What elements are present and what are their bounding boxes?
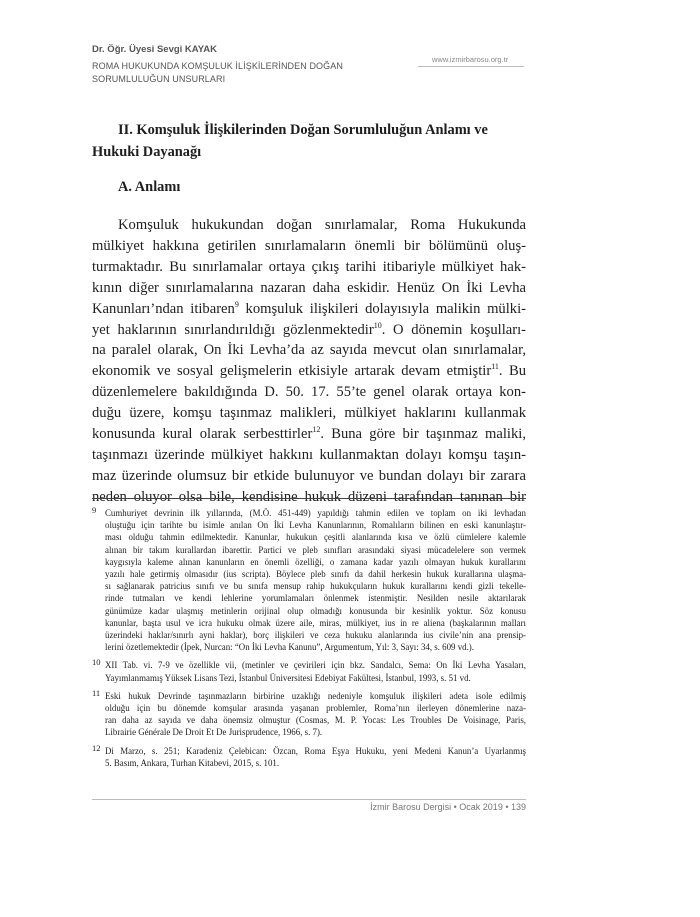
section-heading-line: II. Komşuluk İlişkilerinden Doğan Sorumluluğun Anlamı ve xyxy=(118,122,488,138)
body-line: duğu üzere, komşu taşınmaz malikleri, mülkiyet haklarını kullanmak xyxy=(92,405,526,422)
body-line: turmaktadır. Bu sınırlamalar ortaya çıkış tarihi itibariyle mülkiyet hak- xyxy=(92,258,526,275)
footnote-number: 11 xyxy=(92,687,101,698)
subsection-heading: A. Anlamı xyxy=(118,179,181,195)
footnote-line: günümüze kadar ulaşmış metinlerin orijinal olup olmadığı konusunda bir kesinlik yoktur. Söz konusu xyxy=(105,605,526,616)
footnote-number: 12 xyxy=(92,742,101,753)
body-line: maz üzerinde olumsuz bir etkide bulunuyor ve bundan dolayı bir zarara xyxy=(92,467,526,484)
footnote-line: üzerindeki haklar/sınırlı ayni haklar), borç ilişkileri ve ceza hukuku alanlarında ius civile’nin ana prensip- xyxy=(105,630,526,641)
footnote-line: olduğu için bu dönemde komşular arasında yaşanan problemler, Roma’nın ilerleyen dönemlerine naza- xyxy=(105,703,526,714)
footnote-line: kaygısıyla kaleme alınan kanunların en önemli özelliği, o zamana kadar yazılı olmayan hukuk kurallarını xyxy=(105,556,526,567)
header-author: Dr. Öğr. Üyesi Sevgi KAYAK xyxy=(92,44,217,55)
footnote xyxy=(92,742,526,769)
body-line: neden oluyor olsa bile, kendisine hukuk düzeni tarafından tanınan bir xyxy=(92,488,526,505)
footnote xyxy=(92,687,526,739)
header-title-line: ROMA HUKUKUNDA KOMŞULUK İLİŞKİLERİNDEN DOĞAN xyxy=(92,61,343,71)
footnote-line: yazılı hale getirmiş olmasıdır (ius scripta). Böylece pleb sınıfı da dahil herkesin hukuk kurallarına ulaşma- xyxy=(105,569,526,580)
footnote-divider xyxy=(92,498,526,499)
header-url: www.izmirbarosu.org.tr xyxy=(432,55,509,64)
footnote-line: rinde tutmaları ve kendi lehlerine yorumlamaları önlenmek istenmiştir. Nesilden nesile aktarılarak xyxy=(105,593,526,604)
footnote-number: 10 xyxy=(92,657,101,668)
footer-divider xyxy=(92,799,526,800)
footnote xyxy=(92,659,526,683)
footnote-line: ran daha az sayıda ve daha önemsiz olmuştur (Cosmas, M. P. Yocas: Les Troubles De Voisinage, Paris, xyxy=(105,715,526,726)
footnote-line: 5. Basım, Ankara, Turhan Kitabevi, 2015, s. 101. xyxy=(105,757,280,768)
body-line: yet haklarının sınırlandırıldığı gözlenmektedir$^{10}$. O dönemin koşulları- xyxy=(92,320,526,338)
footnote-line: alınan bir takım kurallardan ibarettir. Partici ve pleb sınıfları arasındaki siyasi mücadelelere son vermek xyxy=(105,544,526,555)
footnote-line: Eski hukuk Devrinde taşınmazların birbirine uzaklığı nedeniyle komşuluk ilişkileri adeta isole edilmiş xyxy=(105,690,526,701)
section-heading-line: Hukuki Dayanağı xyxy=(92,144,202,160)
footnote-ref[interactable]: 9 xyxy=(234,299,239,309)
body-line: ekonomik ve sosyal gelişmelerin etkisiyle artarak devam etmiştir$^{11}$. Bu xyxy=(92,362,526,380)
body-line: mülkiyet hakkına getirilen sınırlamaların önemli bir bölümünü oluş- xyxy=(92,237,526,254)
footnote-line: oluştuğu için tarihte bu isimle anılan On İki Levha Kanunlarının, Romalıların bilinen en eski kanunlaştır- xyxy=(105,520,526,531)
body-line: taşınmazı üzerinde mülkiyet hakkını kullanmaktan dolayı komşu taşın- xyxy=(92,446,526,463)
body-line: konusunda kural olarak serbesttirler$^{12}$. Buna göre bir taşınmaz maliki, xyxy=(92,425,526,443)
section-heading xyxy=(92,119,526,163)
footnote-line: Cumhuriyet devrinin ilk yıllarında, (M.Ö. 451-449) yapıldığı tahmin edilen ve toplam on iki levhadan xyxy=(105,508,526,518)
footer-journal: İzmir Barosu Dergisi • Ocak 2019 • 139 xyxy=(370,802,526,812)
footnote-line: lerini özetlemektedir (İpek, Nurcan: “On İki Levha Kanunu”, Argumentum, Yıl: 3, Sayı: 34, s. 609 vd.). xyxy=(105,642,474,653)
footnote-line: Di Marzo, s. 251; Karadeniz Çelebican: Özcan, Roma Eşya Hukuku, yeni Medeni Kanun’a Uyarlanmış xyxy=(105,745,526,756)
footnote-line: Librairie Générale De Droit Et De Jurisprudence, 1966, s. 7). xyxy=(105,727,323,738)
body-line: Kanunları’ndan itibaren$^9$ komşuluk ilişkileri dolayısıyla malikin mülki- xyxy=(92,299,526,317)
body-line: Komşuluk hukukundan doğan sınırlamalar, Roma Hukukunda xyxy=(118,217,526,233)
body-line: na paralel olarak, On İki Levha’da az sayıda mevcut olan sınırlamalar, xyxy=(92,342,526,359)
body-line: kının diğer sınırlamalarına nazaran daha eskidir. Henüz On İki Levha xyxy=(92,279,526,296)
footnote-line: kanunlar, başta usul ve icra hukuku olmak üzere aile, miras, mülkiyet, ius in re aliena (başkalarının malları xyxy=(105,617,526,628)
footnote-ref[interactable]: 10 xyxy=(373,320,382,330)
header-divider xyxy=(418,66,524,67)
footnote-line: ması olduğu tahmin edilmektedir. Kanunlar, hukukun çeşitli alanlarında kısa ve özlü cümlelere kalemle xyxy=(105,532,526,543)
footnote-line: sı sağlanarak patricius sınıfı ve bu sınıfa mensup rahip hukukçuların hukuk kurallarını kendi gizli tekelle- xyxy=(105,581,526,592)
footnote-ref[interactable]: 12 xyxy=(312,425,321,435)
footnote-ref[interactable]: 11 xyxy=(491,362,499,372)
body-line: düzenlemelere bakıldığında D. 50. 17. 55’te genel olarak ortaya kon- xyxy=(92,384,526,401)
footnote-number: 9 xyxy=(92,505,97,515)
header-title-line: SORUMLULUĞUN UNSURLARI xyxy=(92,74,226,84)
header-article-title xyxy=(92,60,412,86)
footnote-line: XII Tab. vi. 7-9 ve özellikle vii, (metinler ve çevirileri için bkz. Sandalcı, Sema: On İki Levha Yasaları, xyxy=(105,660,526,671)
footnote xyxy=(92,507,526,653)
body-text xyxy=(92,215,526,508)
footnotes xyxy=(92,507,526,775)
footnote-line: Yayımlanmamış Yüksek Lisans Tezi, İstanbul Üniversitesi Edebiyat Fakültesi, İstanbul, 1993, s. 51 vd. xyxy=(105,672,471,683)
